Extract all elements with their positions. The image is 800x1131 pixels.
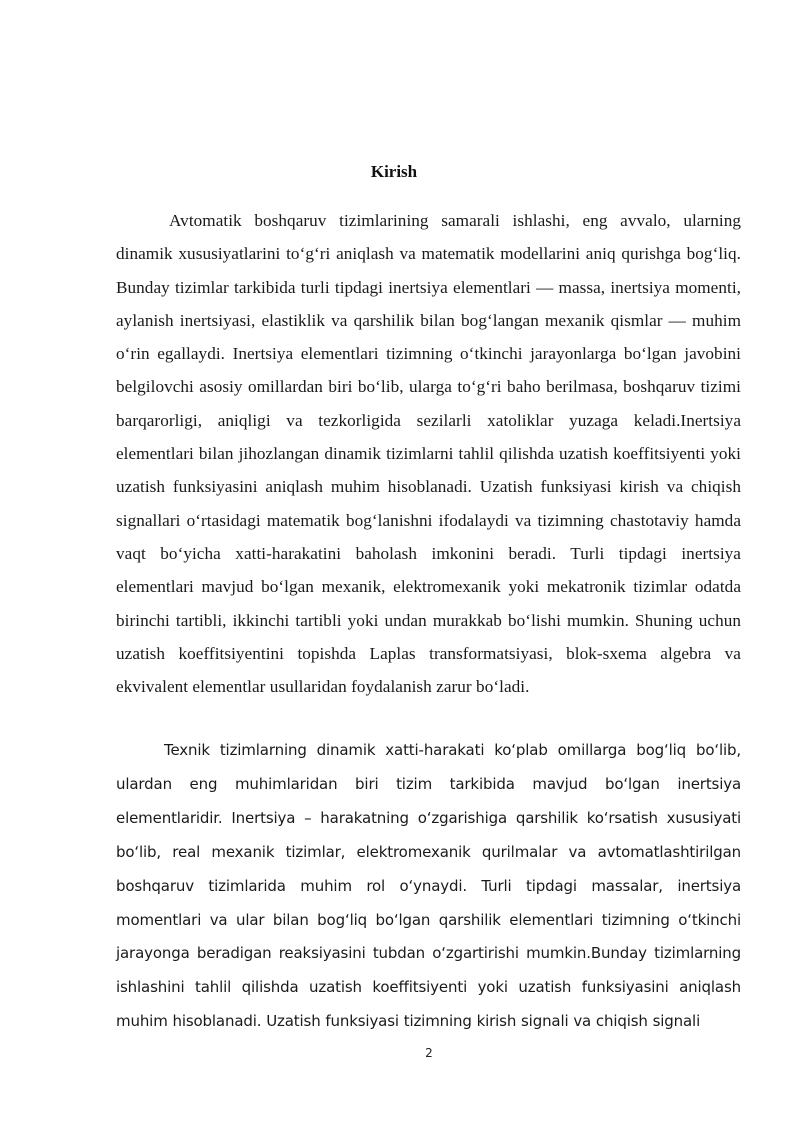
body-paragraph-1: Avtomatik boshqaruv tizimlarining samarali ishlashi, eng avvalo, ularning dinamik xususiyatlarini to‘g‘ri aniqlash va matematik modellarini aniq qurishga bog‘liq. Bunday tizimlar tarkibida turli tipdagi inertsiya elementlari — massa, inertsiya momenti, aylanish inertsiyasi, elastiklik va qarshilik bilan bog‘langan mexanik qismlar — muhim o‘rin egallaydi. Inertsiya elementlari tizimning o‘tkinchi jarayonlarga bo‘lgan javobini belgilovchi asosiy omillardan biri bo‘lib, ularga to‘g‘ri baho berilmasa, boshqaruv tizimi barqarorligi, aniqligi va tezkorligida sezilarli xatoliklar yuzaga keladi.Inertsiya elementlari bilan jihozlangan dinamik tizimlarni tahlil qilishda uzatish koeffitsiyenti yoki uzatish funksiyasini aniqlash muhim hisoblanadi. Uzatish funksiyasi kirish va chiqish signallari o‘rtasidagi matematik bog‘lanishni ifodalaydi va tizimning chastotaviy hamda vaqt bo‘yicha xatti-harakatini baholash imkonini beradi. Turli tipdagi inertsiya elementlari mavjud bo‘lgan mexanik, elektromexanik yoki mekatronik tizimlar odatda birinchi tartibli, ikkinchi tartibli yoki undan murakkab bo‘lishi mumkin. Shuning uchun uzatish koeffitsiyentini topishda Laplas transformatsiyasi, blok-sxema algebra va ekvivalent elementlar usullaridan foydalanish zarur bo‘ladi. xyxy=(116,211,741,697)
body-paragraph-2: Texnik tizimlarning dinamik xatti-harakati ko‘plab omillarga bog‘liq bo‘lib, ulardan eng muhimlaridan biri tizim tarkibida mavjud bo‘lgan inertsiya elementlaridir. Inertsiya – harakatning o‘zgarishiga qarshilik ko‘rsatish xususiyati bo‘lib, real mexanik tizimlar, elektromexanik qurilmalar va avtomatlashtirilgan boshqaruv tizimlarida muhim rol o‘ynaydi. Turli tipdagi massalar, inertsiya momentlari va ular bilan bog‘liq bo‘lgan qarshilik elementlari tizimning o‘tkinchi jarayonga beradigan reaksiyasini tubdan o‘zgartirishi mumkin.Bunday tizimlarning ishlashini tahlil qilishda uzatish koeffitsiyenti yoki uzatish funksiyasini aniqlash muhim hisoblanadi. Uzatish funksiyasi tizimning kirish signali va chiqish signali xyxy=(116,741,741,1031)
page-number: 2 xyxy=(425,1046,433,1060)
section-title: Kirish xyxy=(370,162,418,181)
